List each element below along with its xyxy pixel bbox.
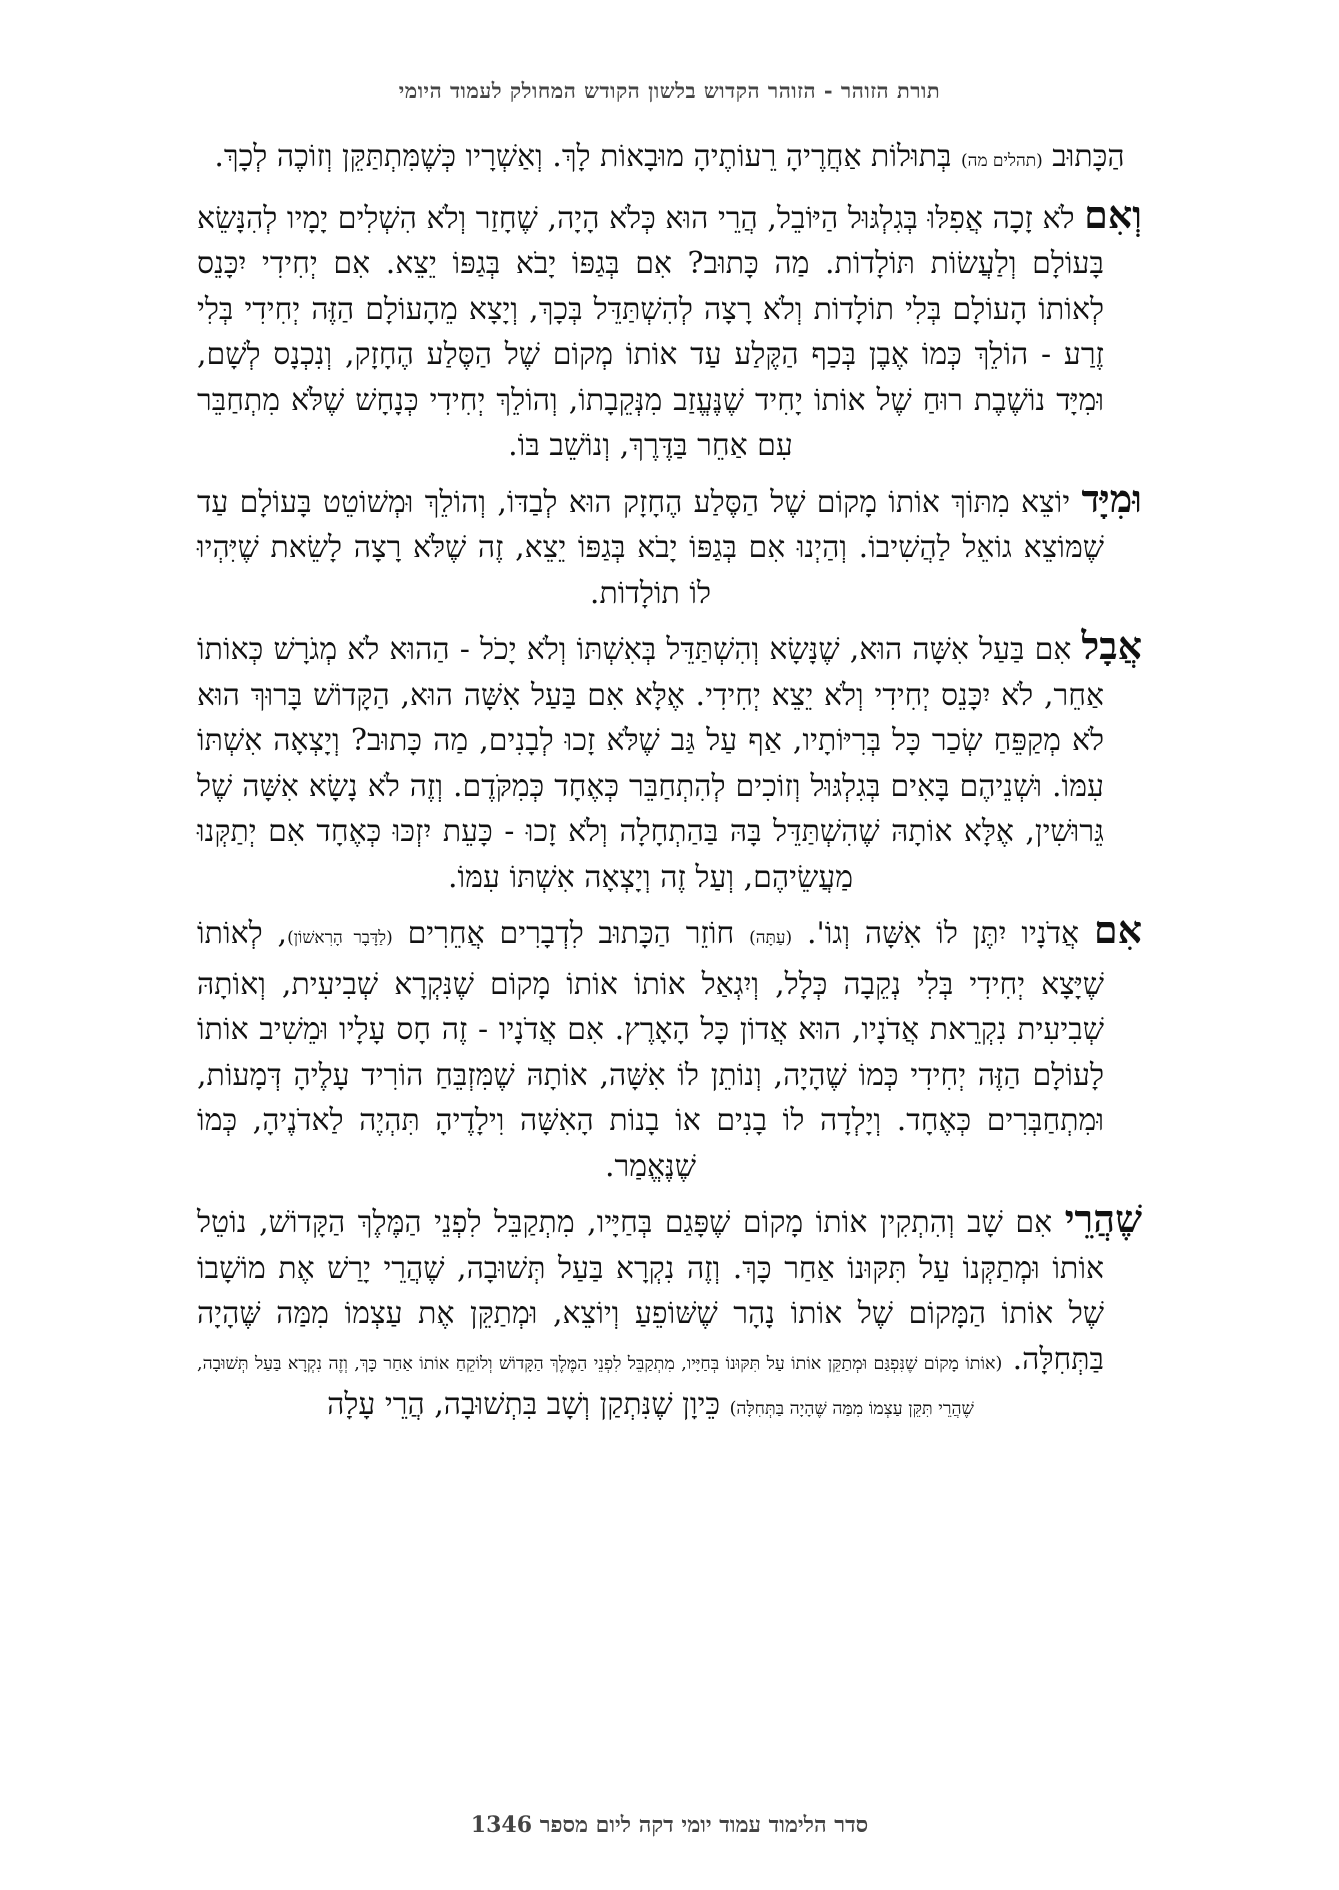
paragraph-3	[197, 476, 1142, 617]
annotation: (לַדָּבָר הָרִאשׁוֹן)	[287, 928, 393, 948]
paragraph-text: אִם בַּעַל אִשָּׁה הוּא, שֶׁנָּשָׂא וְהִשְׁתַּדֵּל בְּאִשְׁתּוֹ וְלֹא יָכֹל - הַהוּא לֹא מְגֹרָשׁ כְּאוֹתוֹ אַחֵר, לֹא יִכָּנֵס יְחִידִי וְלֹא יֵצֵא יְחִידִי. אֶלָּא אִם בַּעַל אִשָּׁה הוּא, הַקָּדוֹשׁ בָּרוּךְ הוּא לֹא מְקַפֵּחַ שְׂכַר כָּל בְּרִיּוֹתָיו, אַף עַל גַּב שֶׁלֹּא זָכוּ לְבָנִים, מַה כָּתוּב? וְיָצְאָה אִשְׁתּוֹ עִמּוֹ. וּשְׁנֵיהֶם בָּאִים בְּגִלְגּוּל וְזוֹכִים לְהִתְחַבֵּר כְּאֶחָד כְּמִקֹּדֶם. וְזֶה לֹא נָשָׂא אִשָּׁה שֶׁל גֵּרוּשִׁין, אֶלָּא אוֹתָהּ שֶׁהִשְׁתַּדֵּל בָּהּ בַּהַתְחָלָה וְלֹא זָכוּ - כָּעֵת יִזְכּוּ כְּאֶחָד אִם יְתַקְּנוּ מַעֲשֵׂיהֶם, וְעַל זֶה וְיָצְאָה אִשְׁתּוֹ עִמּוֹ.	[197, 632, 1104, 895]
running-header: תורת הזוהר - הזוהר הקדוש בלשון הקודש המחולק לעמוד היומי	[398, 78, 941, 103]
paragraph-1	[197, 134, 1142, 185]
paragraph-6	[197, 1196, 1142, 1428]
paragraph-2	[197, 192, 1142, 469]
annotation: (עַתָּה)	[749, 928, 793, 948]
lead-word: אִם	[1093, 907, 1143, 952]
annotation-block: (אוֹתוֹ מָקוֹם שֶׁנִּפְגַּם וּמְתַקֵּן אוֹתוֹ עַל תִּקּוּנוֹ בְּחַיָּיו, מִתְקַבֵּל לִפְנֵי הַמֶּלֶךְ הַקָּדוֹשׁ וְלוֹקֵחַ אוֹתוֹ אַחַר כָּךְ, וְזֶה נִקְרָא בַּעַל תְּשׁוּבָה, שֶׁהֲרֵי תִּקֵּן עַצְמוֹ מִמַּה שֶּׁהָיָה בַּתְּחִלָּה)	[197, 1353, 1003, 1419]
paragraph-text: אֲדֹנָיו יִתֶּן לוֹ אִשָּׁה וְגוֹ'.	[792, 916, 1094, 951]
paragraph-text: לֹא זָכָה אֲפִלּוּ בְּגִלְגּוּל הַיּוֹבֵל, הֲרֵי הוּא כְּלֹא הָיָה, שֶׁחָזַר וְלֹא הִשְׁלִים יָמָיו לְהִנָּשֵׂא בָּעוֹלָם וְלַעֲשׂוֹת תּוֹלָדוֹת. מַה כָּתוּב? אִם בְּגַפּוֹ יָבֹא בְּגַפּוֹ יֵצֵא. אִם יְחִידִי יִכָּנֵס לְאוֹתוֹ הָעוֹלָם בְּלִי תוֹלָדוֹת וְלֹא רָצָה לְהִשְׁתַּדֵּל בְּכָךְ, וְיָצָא מֵהָעוֹלָם הַזֶּה יְחִידִי בְּלִי זֶרַע - הוֹלֵךְ כְּמוֹ אֶבֶן בְּכַף הַקֶּלַע עַד אוֹתוֹ מְקוֹם שֶׁל הַסֶּלַע הֶחָזָק, וְנִכְנָס לְשָׁם, וּמִיָּד נוֹשֶׁבֶת רוּחַ שֶׁל אוֹתוֹ יָחִיד שֶׁנֶּעֱזַב מִנְּקֵבָתוֹ, וְהוֹלֵךְ יְחִידִי כְּנָחָשׁ שֶׁלֹּא מִתְחַבֵּר עִם אַחֵר בַּדֶּרֶךְ, וְנוֹשֵׁב בּוֹ.	[197, 200, 1104, 463]
paragraph-text: יוֹצֵא מִתּוֹךְ אוֹתוֹ מָקוֹם שֶׁל הַסֶּלַע הֶחָזָק הוּא לְבַדּוֹ, וְהוֹלֵךְ וּמְשׁוֹטֵט בָּעוֹלָם עַד שֶׁמּוֹצֵא גוֹאֵל לַהֲשִׁיבוֹ. וְהַיְנוּ אִם בְּגַפּוֹ יָבֹא בְּגַפּוֹ יֵצֵא, זֶה שֶׁלֹּא רָצָה לָשֵׂאת שֶׁיִּהְיוּ לוֹ תוֹלָדוֹת.	[197, 484, 1104, 611]
lead-word: אֲבָל	[1081, 623, 1142, 668]
paragraph-text: בְּתוּלוֹת אַחֲרֶיהָ רֵעוֹתֶיהָ מוּבָאוֹת לָךְ. וְאַשְׁרָיו כְּשֶׁמִּתְתַּקֵּן וְזוֹכֶה לְכָךְ.	[214, 139, 962, 174]
paragraph-5	[197, 907, 1142, 1189]
paragraph-text: אִם שָׁב וְהִתְקִין אוֹתוֹ מָקוֹם שֶׁפָּגַם בְּחַיָּיו, מִתְקַבֵּל לִפְנֵי הַמֶּלֶךְ הַקָּדוֹשׁ, נוֹטֵל אוֹתוֹ וּמְתַקְּנוֹ עַל תִּקּוּנוֹ אַחַר כָּךְ. וְזֶה נִקְרָא בַּעַל תְּשׁוּבָה, שֶׁהֲרֵי יָרַשׁ אֶת מוֹשָׁבוֹ שֶׁל אוֹתוֹ הַמָּקוֹם שֶׁל אוֹתוֹ נָהָר שֶׁשּׁוֹפֵעַ וְיוֹצֵא, וּמְתַקֵּן אֶת עַצְמוֹ מִמַּה שֶּׁהָיָה בַּתְּחִלָּה.	[197, 1205, 1104, 1377]
lead-word: וּמִיָּד	[1081, 475, 1142, 521]
paragraph-text: כֵּיוָן שֶׁנִּתְקַן וְשָׁב בִּתְשׁוּבָה, הֲרֵי עָלָה	[327, 1387, 730, 1422]
body-text	[197, 134, 1142, 1435]
paragraph-4	[197, 623, 1142, 900]
paragraph-text: חוֹזֵר הַכָּתוּב לִדְבָרִים אֲחֵרִים	[392, 916, 750, 951]
lead-word: וְאִם	[1084, 191, 1142, 237]
paragraph-text: , לְאוֹתוֹ שֶׁיָּצָא יְחִידִי בְּלִי נְקֵבָה כְּלָל, וְיִגְאַל אוֹתוֹ אוֹתוֹ מָקוֹם שֶׁנִּקְרָא שְׁבִיעִית, וְאוֹתָהּ שְׁבִיעִית נִקְרֵאת אֲדֹנָיו, הוּא אֲדוֹן כָּל הָאָרֶץ. אִם אֲדֹנָיו - זֶה חָס עָלָיו וּמֵשִׁיב אוֹתוֹ לָעוֹלָם הַזֶּה יְחִידִי כְּמוֹ שֶׁהָיָה, וְנוֹתֵן לוֹ אִשָּׁה, אוֹתָהּ שֶׁמִּזְבֵּחַ הוֹרִיד עָלֶיהָ דְּמָעוֹת, וּמִתְחַבְּרִים כְּאֶחָד. וְיָלְדָה לוֹ בָנִים אוֹ בָנוֹת הָאִשָּׁה וִילָדֶיהָ תִּהְיֶה לַאדֹנֶיהָ, כְּמוֹ שֶׁנֶּאֱמַר.	[197, 916, 1104, 1184]
paragraph-text: הַכָּתוּב	[1042, 139, 1125, 174]
lead-word: שֶׁהֲרֵי	[1064, 1196, 1142, 1241]
citation: (תהלים מה)	[961, 151, 1043, 171]
page-footer: סדר הלימוד עמוד יומי דקה ליום מספר 1346	[470, 1812, 869, 1838]
